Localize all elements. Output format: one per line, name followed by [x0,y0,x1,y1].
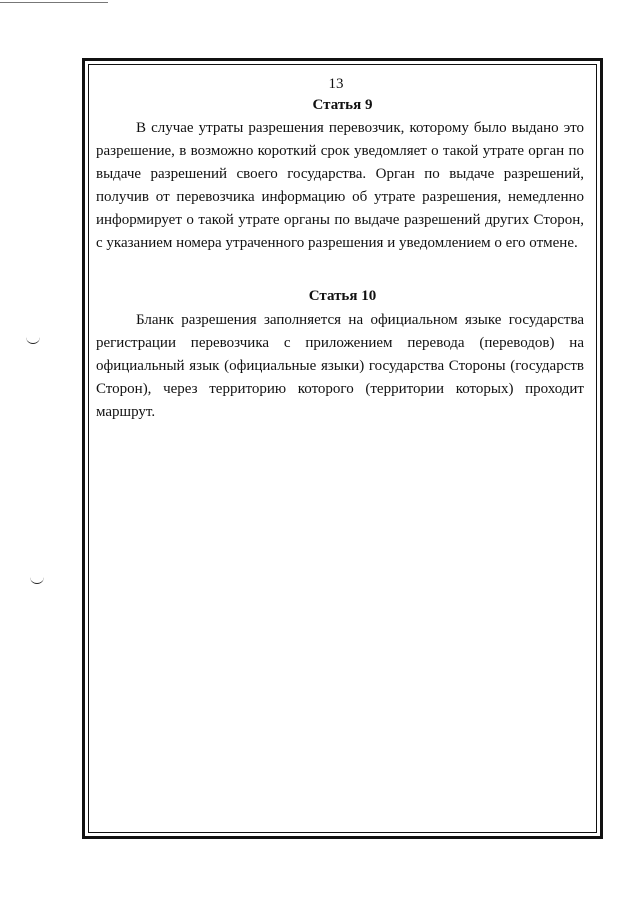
article-10-text: Бланк разрешения заполняется на официальном языке государства регистрации перевозчика с приложением перевода (переводов) на официальный язык (официальные языки) государства Стороны (государств Сторон), через территорию которого (территории которых) проходит маршрут. [96,312,584,420]
page-number: 13 [328,76,344,92]
binding-hole-mark-lower [30,577,44,584]
scan-edge-line [0,2,108,3]
binding-hole-mark-upper [26,337,40,344]
article-10-title: Статья 10 [308,288,377,304]
article-9-title: Статья 9 [312,97,373,113]
article-9-text: В случае утраты разрешения перевозчик, которому было выдано это разрешение, в возможно короткий срок уведомляет о такой утрате орган по выдаче разрешений своего государства. Орган по выдаче разрешений, получив от перевозчика информацию об утрате разрешения, немедленно информирует о такой утрате органы по выдаче разрешений других Сторон, с указанием номера утраченного разрешения и уведомлением о его отмене. [96,120,584,251]
